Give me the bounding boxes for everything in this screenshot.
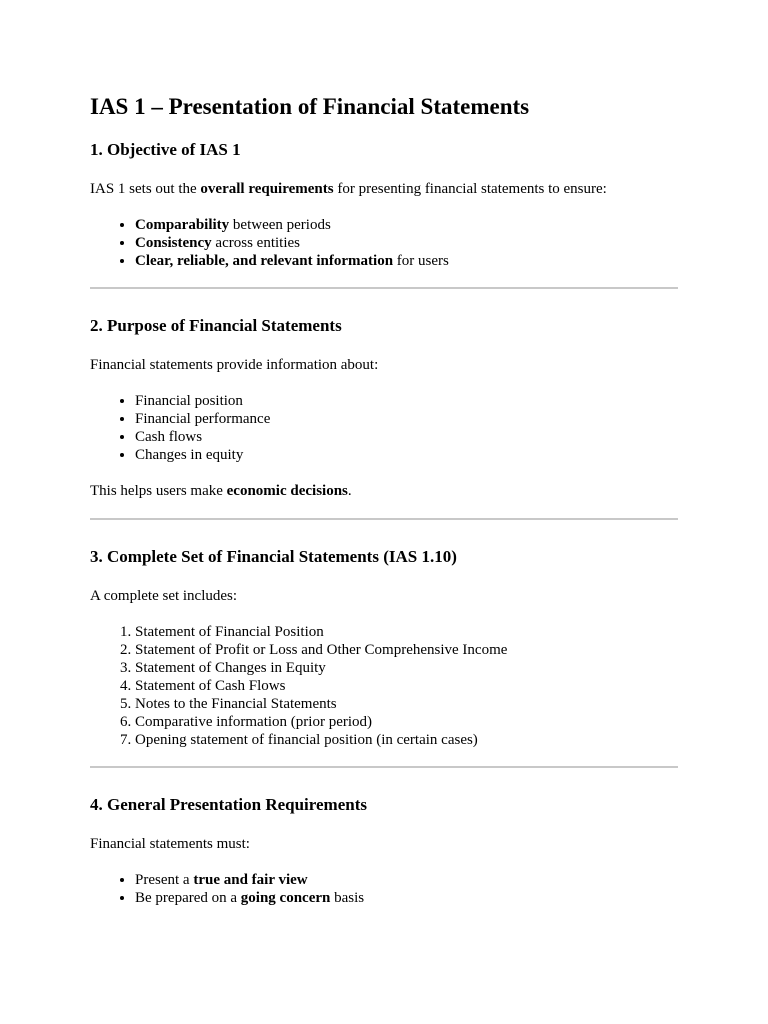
numbered-list: [90, 623, 678, 749]
text-run: across entities: [211, 235, 300, 251]
text-run: Present a: [135, 872, 194, 888]
list-item: [135, 216, 678, 234]
section-intro: Financial statements provide information about:: [90, 357, 379, 373]
section-heading: 4. General Presentation Requirements: [90, 795, 367, 814]
section-heading: 3. Complete Set of Financial Statements (IAS 1.10): [90, 547, 457, 566]
list-item: • Changes in equity: [135, 446, 678, 464]
section-outro: [90, 481, 678, 501]
text-run: Be prepared on a: [135, 890, 241, 906]
section-divider: [90, 287, 678, 289]
section-intro: A complete set includes:: [90, 588, 238, 604]
section-divider: [90, 766, 678, 768]
list-item: • Financial position: [135, 392, 678, 410]
section-complete-set: [90, 546, 678, 749]
section-divider: [90, 518, 678, 520]
list-item: 2. Statement of Profit or Loss and Other Comprehensive Income: [135, 641, 678, 659]
text-run: .: [347, 483, 352, 499]
section-heading: 1. Objective of IAS 1: [90, 140, 241, 159]
text-run: for presenting financial statements to ensure:: [333, 181, 607, 197]
section-general-requirements: [90, 794, 678, 907]
bold-text: Consistency: [135, 235, 212, 251]
bullet-list: [90, 871, 678, 907]
list-item: 5. Notes to the Financial Statements: [135, 695, 678, 713]
text-run: IAS 1 sets out the: [90, 181, 201, 197]
section-objective: [90, 139, 678, 270]
list-item: • Financial performance: [135, 410, 678, 428]
section-heading: 2. Purpose of Financial Statements: [90, 316, 342, 335]
bold-text: going concern: [240, 890, 331, 906]
list-item: 3. Statement of Changes in Equity: [135, 659, 678, 677]
bold-text: Comparability: [135, 217, 230, 233]
list-item: [135, 234, 678, 252]
list-item: [135, 889, 678, 907]
bullet-list: [90, 392, 678, 464]
bold-text: Clear, reliable, and relevant information: [135, 253, 394, 269]
list-item: [135, 252, 678, 270]
bold-text: economic decisions: [226, 483, 348, 499]
text-run: for users: [393, 253, 449, 269]
bullet-list: [90, 216, 678, 270]
section-intro: Financial statements must:: [90, 836, 250, 852]
section-purpose: [90, 315, 678, 501]
text-run: basis: [330, 890, 365, 906]
list-item: 4. Statement of Cash Flows: [135, 677, 678, 695]
text-run: This helps users make: [90, 483, 227, 499]
document-title: IAS 1 – Presentation of Financial Statements: [90, 94, 530, 119]
list-item: • Cash flows: [135, 428, 678, 446]
list-item: [135, 871, 678, 889]
list-item: 7. Opening statement of financial position (in certain cases): [135, 731, 678, 749]
list-item: 6. Comparative information (prior period): [135, 713, 678, 731]
bold-text: overall requirements: [200, 181, 334, 197]
bold-text: true and fair view: [193, 872, 308, 888]
text-run: between periods: [229, 217, 331, 233]
list-item: 1. Statement of Financial Position: [135, 623, 678, 641]
section-intro: [90, 179, 678, 199]
